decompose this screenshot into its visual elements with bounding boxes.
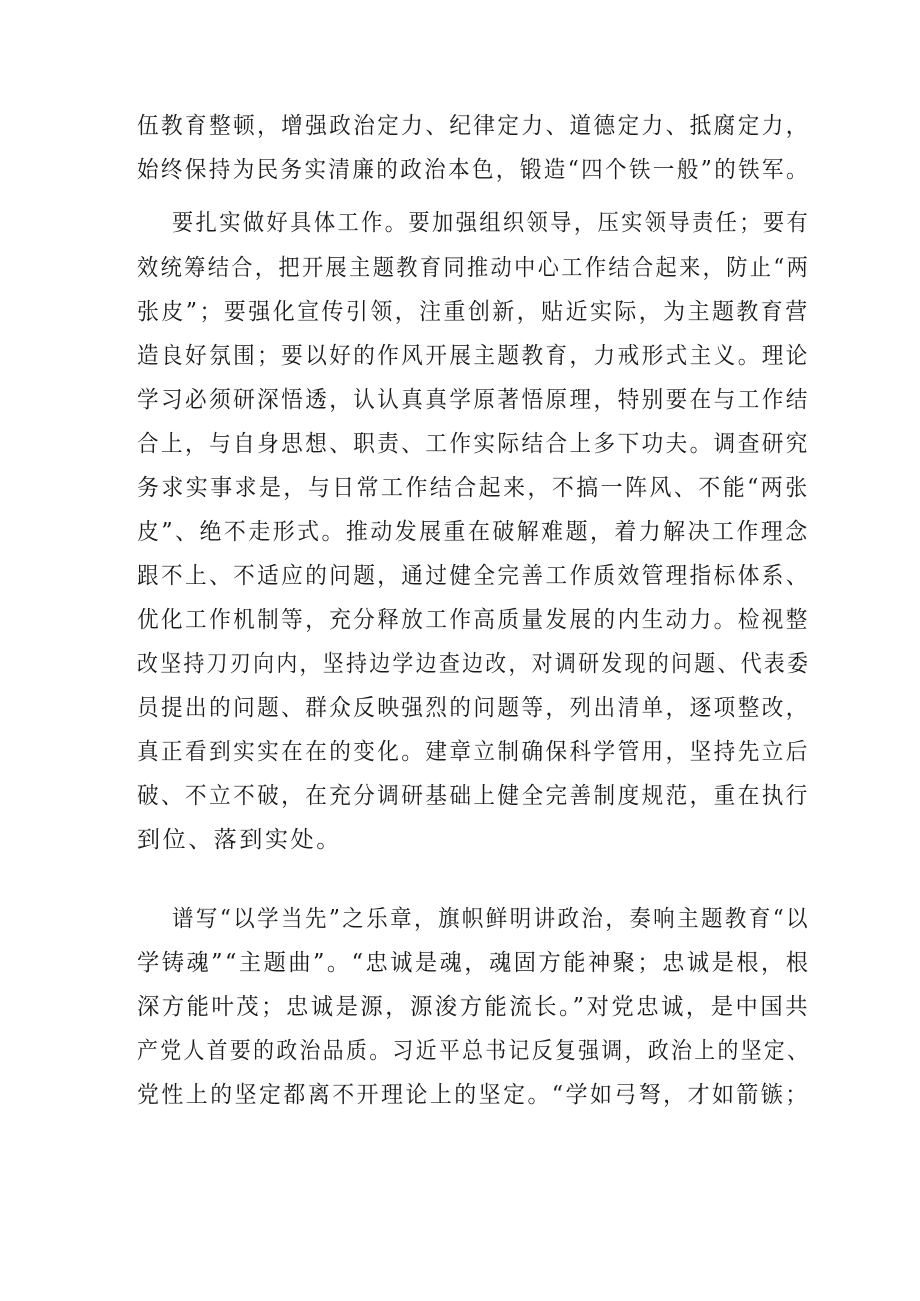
- text-line: 优化工作机制等，充分释放工作高质量发展的内生动力。检视整: [137, 607, 810, 633]
- text-line: 改坚持刀刃向内，坚持边学边查边改，对调研发现的问题、代表委: [137, 651, 811, 677]
- text-line: 合上，与自身思想、职责、工作实际结合上多下功夫。调查研究: [137, 431, 810, 457]
- text-line: 学习必须研深悟透，认认真真学原著悟原理，特别要在与工作结: [137, 387, 810, 413]
- text-line: 皮”、绝不走形式。推动发展重在破解难题，着力解决工作理念: [137, 519, 810, 545]
- text-line: 效统筹结合，把开展主题教育同推动中心工作结合起来，防止“两: [137, 255, 811, 281]
- text-line: 始终保持为民务实清廉的政治本色，锻造“四个铁一般”的铁军。: [137, 157, 810, 183]
- text-line: 伍教育整顿，增强政治定力、纪律定力、道德定力、抵腐定力，: [137, 113, 810, 139]
- paragraph-first-line: 谱写“以学当先”之乐章，旗帜鲜明讲政治，奏响主题教育“以: [172, 906, 811, 932]
- text-line: 张皮”；要强化宣传引领，注重创新，贴近实际，为主题教育营: [137, 299, 810, 325]
- text-line: 党性上的坚定都离不开理论上的坚定。“学如弓弩，才如箭镞；: [137, 1082, 810, 1108]
- paragraph-first-line: 要扎实做好具体工作。要加强组织领导，压实领导责任；要有: [172, 210, 811, 236]
- text-line: 员提出的问题、群众反映强烈的问题等，列出清单，逐项整改，: [137, 695, 810, 721]
- text-line: 学铸魂”“主题曲”。“忠诚是魂，魂固方能神聚；忠诚是根，根: [137, 950, 811, 976]
- text-line: 造良好氛围；要以好的作风开展主题教育，力戒形式主义。理论: [137, 343, 810, 369]
- text-line: 到位、落到实处。: [137, 827, 342, 853]
- text-line: 产党人首要的政治品质。习近平总书记反复强调，政治上的坚定、: [137, 1038, 811, 1064]
- text-line: 破、不立不破，在充分调研基础上健全完善制度规范，重在执行: [137, 783, 810, 809]
- text-line: 真正看到实实在在的变化。建章立制确保科学管用，坚持先立后: [137, 739, 810, 765]
- text-line: 跟不上、不适应的问题，通过健全完善工作质效管理指标体系、: [137, 563, 810, 589]
- text-line: 务求实事求是，与日常工作结合起来，不搞一阵风、不能“两张: [137, 475, 810, 501]
- text-line: 深方能叶茂；忠诚是源，源浚方能流长。”对党忠诚，是中国共: [137, 994, 811, 1020]
